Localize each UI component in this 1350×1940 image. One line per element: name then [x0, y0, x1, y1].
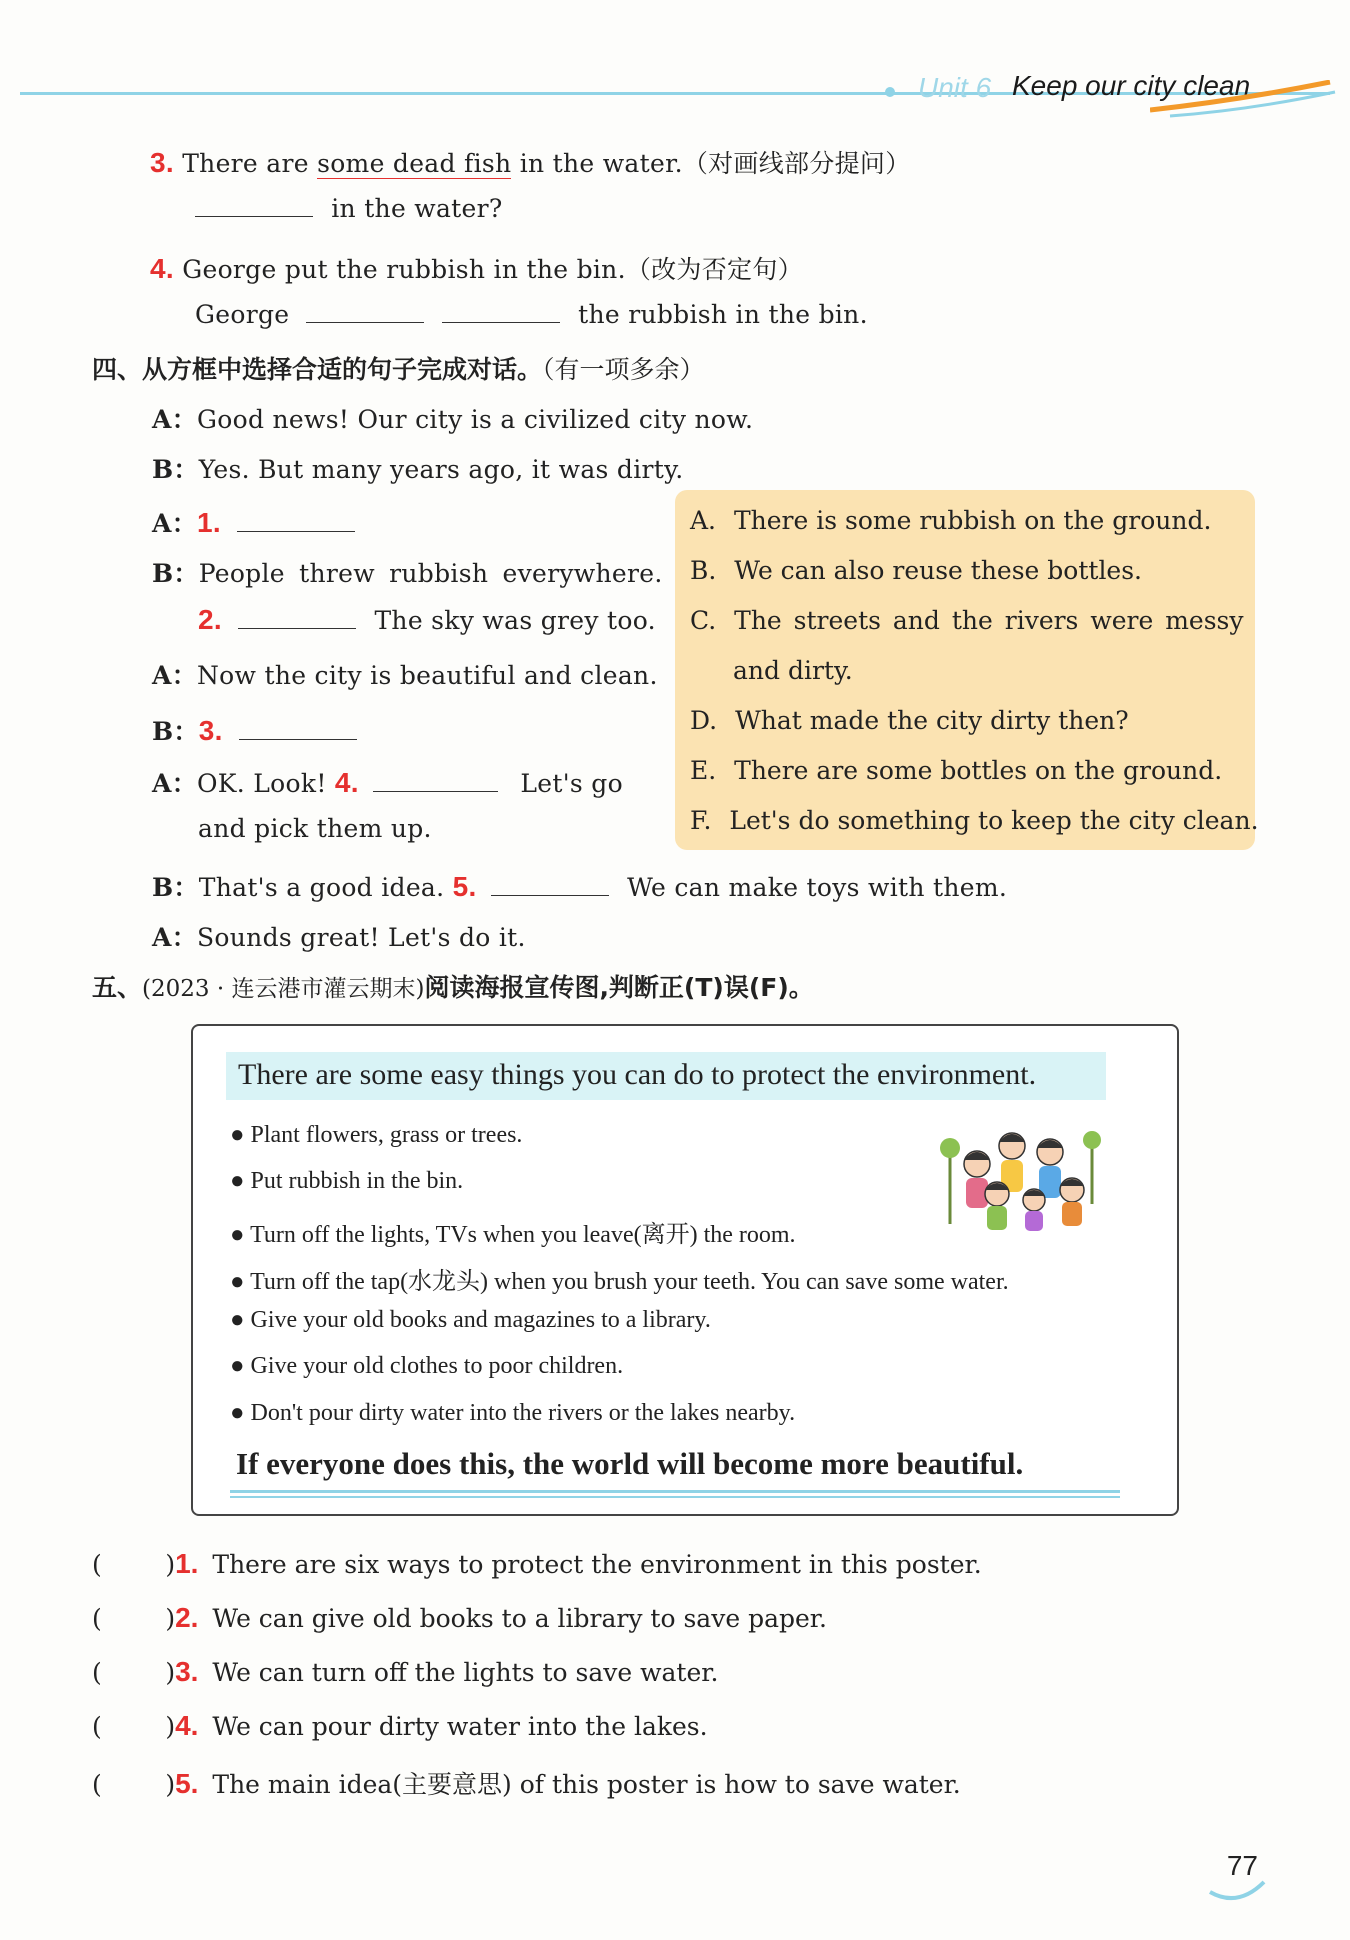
- poster-bullet-text: Turn off the lights, TVs when you leave(离开) the room.: [250, 1222, 796, 1248]
- option-text: and dirty.: [733, 656, 853, 685]
- question-number: 4.: [175, 1710, 199, 1741]
- page-number: 77: [1226, 1850, 1258, 1881]
- dialogue-text: We can make toys with them.: [627, 873, 1008, 902]
- dialogue-text-pre: OK. Look!: [197, 769, 327, 798]
- question-number: 3.: [175, 1656, 199, 1687]
- question-text: We can pour dirty water into the lakes.: [212, 1712, 708, 1741]
- option-letter: B.: [690, 556, 717, 585]
- q3-text-post: in the water.（对画线部分提问）: [511, 149, 911, 178]
- option-f: [690, 806, 1259, 835]
- speaker-label: A：: [152, 661, 197, 690]
- q3-number: 3.: [150, 147, 174, 178]
- question-text: We can give old books to a library to save paper.: [212, 1604, 827, 1633]
- dialogue-text: Good news! Our city is a civilized city now.: [197, 405, 754, 434]
- speaker-label: B：: [152, 873, 199, 902]
- option-c-cont: [733, 656, 853, 685]
- dialogue-blank-5[interactable]: [491, 873, 609, 896]
- question-text: The main idea(主要意思) of this poster is how to save water.: [212, 1770, 961, 1799]
- q3-underlined-text: some dead fish: [317, 149, 512, 178]
- question-number: 5.: [175, 1768, 199, 1799]
- dialogue-line-3: [152, 504, 355, 540]
- option-letter: F.: [690, 806, 712, 835]
- dialogue-line-11: [152, 918, 526, 954]
- option-text: There is some rubbish on the ground.: [733, 506, 1212, 535]
- speaker-label: A：: [152, 923, 197, 952]
- part4-title: [92, 350, 705, 386]
- option-text: What made the city dirty then?: [735, 706, 1129, 735]
- part4-title-main: 四、从方框中选择合适的句子完成对话。: [92, 355, 543, 384]
- dialogue-line-4: [152, 554, 663, 590]
- tf-question-4: [92, 1710, 708, 1742]
- speaker-label: A：: [152, 405, 197, 434]
- option-letter: D.: [690, 706, 718, 735]
- dialogue-line-10: [152, 868, 1007, 904]
- poster-footer-rule-2: [230, 1496, 1120, 1498]
- dialogue-text: Yes. But many years ago, it was dirty.: [198, 455, 684, 484]
- option-d: [690, 706, 1129, 735]
- q3-line: [150, 144, 911, 180]
- blank-number: 1.: [197, 507, 221, 538]
- part5-title-main: 阅读海报宣传图,判断正(T)误(F)。: [424, 973, 814, 1002]
- poster-bullet-text: Plant flowers, grass or trees.: [250, 1122, 523, 1148]
- header-title: Keep our city clean: [1012, 70, 1251, 101]
- answer-bracket[interactable]: ( ): [92, 1604, 176, 1633]
- dialogue-text: People threw rubbish everywhere.: [198, 559, 663, 588]
- dialogue-line-9: [198, 814, 432, 843]
- q4-line: [150, 250, 803, 286]
- poster-bullet-text: Put rubbish in the bin.: [250, 1168, 464, 1194]
- blank-number: 3.: [198, 715, 223, 746]
- speaker-label: A：: [152, 509, 197, 538]
- dialogue-line-7: [152, 712, 357, 748]
- header-unit: Unit 6: [918, 72, 992, 103]
- poster-footer: If everyone does this, the world will become more beautiful.: [236, 1446, 1024, 1481]
- q4-text: George put the rubbish in the bin.（改为否定句）: [182, 255, 803, 284]
- dialogue-blank-4[interactable]: [373, 769, 498, 792]
- dialogue-text-pre: That's a good idea.: [198, 873, 445, 902]
- part5-title: [92, 968, 814, 1004]
- option-letter: E.: [690, 756, 717, 785]
- blank-number: 5.: [452, 871, 477, 902]
- speaker-label: B：: [152, 717, 199, 746]
- option-letter: A.: [690, 506, 717, 535]
- q4-answer-post: the rubbish in the bin.: [578, 300, 868, 329]
- part5-title-source: (2023 · 连云港市灌云期末): [142, 976, 425, 1002]
- poster-bullet: ● Turn off the tap(水龙头) when you brush your teeth. You can save some water.: [230, 1269, 1009, 1295]
- q4-answer-blank-2[interactable]: [442, 300, 560, 323]
- header-dot-icon: [880, 82, 900, 102]
- poster-bullet-text: Give your old clothes to poor children.: [250, 1353, 624, 1379]
- dialogue-text: and pick them up.: [198, 814, 432, 843]
- dialogue-line-6: [152, 656, 658, 692]
- option-text: The streets and the rivers were messy: [734, 606, 1244, 635]
- blank-number: 4.: [334, 767, 359, 798]
- question-text: We can turn off the lights to save water.: [212, 1658, 719, 1687]
- page-number-swoosh-icon: [1208, 1878, 1268, 1908]
- question-number: 1.: [175, 1548, 199, 1579]
- dialogue-blank-1[interactable]: [237, 509, 355, 532]
- dialogue-line-5: [198, 604, 656, 636]
- dialogue-line-2: [152, 450, 683, 486]
- dialogue-text: Now the city is beautiful and clean.: [197, 661, 658, 690]
- q3-answer-line: [195, 194, 503, 223]
- option-text: We can also reuse these bottles.: [734, 556, 1143, 585]
- poster-bullet: ● Turn off the lights, TVs when you leave(离开) the room.: [230, 1222, 796, 1248]
- poster-bullet-text: Don't pour dirty water into the rivers or the lakes nearby.: [250, 1400, 796, 1426]
- option-letter: C.: [690, 606, 717, 635]
- q4-answer-pre: George: [195, 300, 290, 329]
- option-text: There are some bottles on the ground.: [734, 756, 1223, 785]
- header-swoosh-icon: [1150, 80, 1340, 120]
- q3-text-pre: There are: [182, 149, 318, 178]
- answer-bracket[interactable]: ( ): [92, 1770, 176, 1799]
- q4-number: 4.: [150, 253, 174, 284]
- q3-answer-blank[interactable]: [195, 194, 313, 217]
- q4-answer-line: [195, 300, 868, 329]
- dialogue-text: Sounds great! Let's do it.: [197, 923, 526, 952]
- tf-question-2: [92, 1602, 827, 1634]
- poster-bullet: ● Give your old clothes to poor children.: [230, 1353, 624, 1379]
- poster-bullet: ● Don't pour dirty water into the rivers or the lakes nearby.: [230, 1400, 796, 1426]
- answer-bracket[interactable]: ( ): [92, 1550, 176, 1579]
- q4-answer-blank-1[interactable]: [306, 300, 424, 323]
- part5-title-pre: 五、: [92, 973, 143, 1002]
- poster-heading: There are some easy things you can do to protect the environment.: [238, 1058, 1037, 1091]
- option-a: [690, 506, 1211, 535]
- dialogue-text: Let's go: [520, 769, 623, 798]
- q3-answer-tail: in the water?: [331, 194, 503, 223]
- tf-question-1: [92, 1548, 982, 1580]
- dialogue-blank-2[interactable]: [238, 606, 356, 629]
- tf-question-5: [92, 1765, 961, 1801]
- poster-bullet: ● Put rubbish in the bin.: [230, 1168, 464, 1194]
- poster-bullet: ● Plant flowers, grass or trees.: [230, 1122, 523, 1148]
- children-illustration-icon: [932, 1124, 1102, 1234]
- dialogue-line-8: [152, 764, 623, 800]
- dialogue-line-1: [152, 400, 753, 436]
- option-text: Let's do something to keep the city clean.: [729, 806, 1259, 835]
- poster-footer-rule: [230, 1490, 1120, 1493]
- poster-bullet-text: Turn off the tap(水龙头) when you brush your teeth. You can save some water.: [250, 1269, 1009, 1295]
- option-c: [690, 606, 1244, 635]
- answer-bracket[interactable]: ( ): [92, 1712, 176, 1741]
- speaker-label: B：: [152, 559, 199, 588]
- option-b: [690, 556, 1142, 585]
- option-e: [690, 756, 1222, 785]
- dialogue-text: The sky was grey too.: [374, 606, 656, 635]
- poster-bullet: ● Give your old books and magazines to a library.: [230, 1307, 711, 1333]
- speaker-label: B：: [152, 455, 199, 484]
- question-text: There are six ways to protect the environment in this poster.: [212, 1550, 982, 1579]
- question-number: 2.: [175, 1602, 199, 1633]
- part4-title-note: （有一项多余）: [542, 355, 705, 384]
- answer-bracket[interactable]: ( ): [92, 1658, 176, 1687]
- dialogue-blank-3[interactable]: [239, 717, 357, 740]
- speaker-label: A：: [152, 769, 197, 798]
- poster-bullet-text: Give your old books and magazines to a library.: [250, 1307, 711, 1333]
- tf-question-3: [92, 1656, 718, 1688]
- blank-number: 2.: [198, 604, 222, 635]
